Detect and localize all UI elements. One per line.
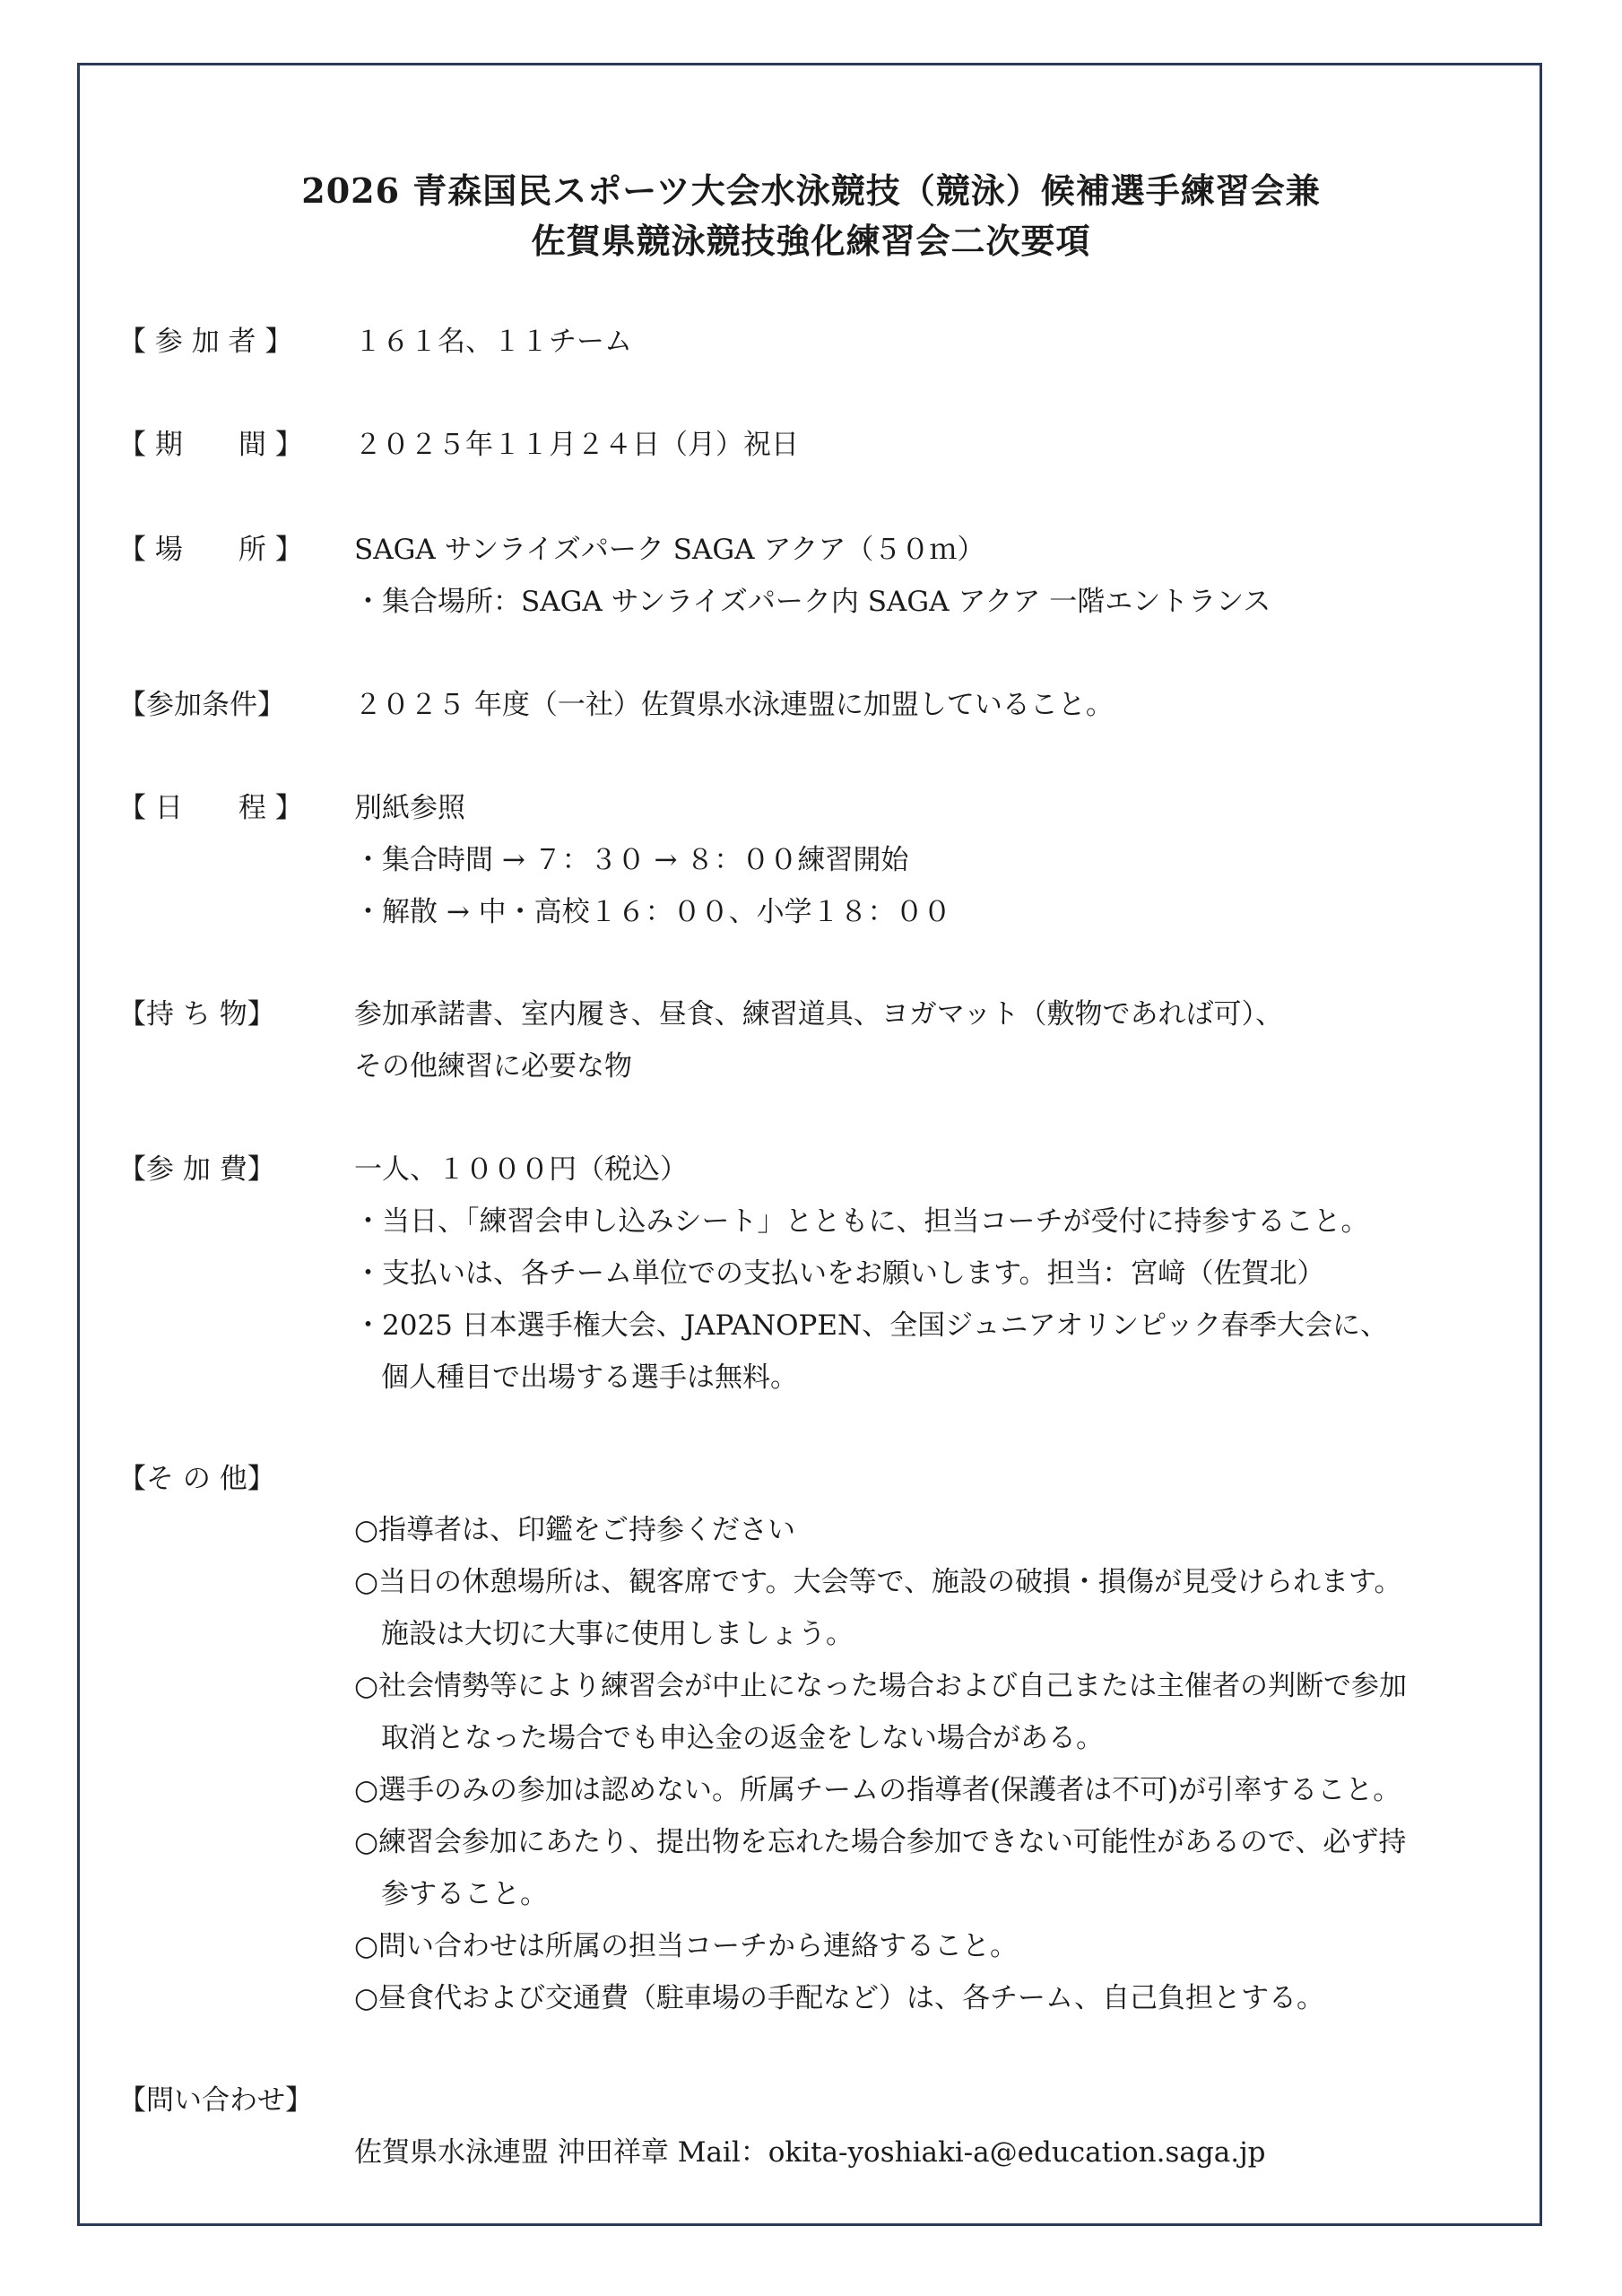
conditions-text: ２０２５ 年度（一社）佐賀県水泳連盟に加盟していること。 bbox=[354, 689, 1114, 721]
participants-text: １６１名、１１チーム bbox=[354, 326, 632, 358]
document-title-line1: 2026 青森国民スポーツ大会水泳競技（競泳）候補選手練習会兼 bbox=[301, 170, 1321, 211]
other-item: 取消となった場合でも申込金の返金をしない場合がある。 bbox=[381, 1722, 1104, 1754]
other-item: ○練習会参加にあたり、提出物を忘れた場合参加できない可能性があるので、必ず持 bbox=[354, 1826, 1407, 1858]
belongings-label: 【持 ち 物】 bbox=[118, 998, 275, 1031]
fee-line: ・支払いは、各チーム単位での支払いをお願いします。担当：宮﨑（佐賀北） bbox=[354, 1257, 1325, 1290]
schedule-label: 【 日 程 】 bbox=[118, 792, 303, 824]
other-item: 参すること。 bbox=[381, 1878, 548, 1910]
period-text: ２０２５年１１月２４日（月）祝日 bbox=[354, 429, 799, 461]
belongings-line: 参加承諾書、室内履き、昼食、練習道具、ヨガマット（敷物であれば可）、 bbox=[354, 998, 1284, 1031]
fee-label: 【参 加 費】 bbox=[118, 1153, 275, 1186]
document-title-line2: 佐賀県競泳競技強化練習会二次要項 bbox=[531, 221, 1091, 261]
contact-text: 佐賀県水泳連盟 沖田祥章 Mail：okita-yoshiaki-a@education.saga.jp bbox=[354, 2136, 1266, 2169]
conditions-label: 【参加条件】 bbox=[118, 689, 285, 721]
venue-meeting-place: ・集合場所：SAGA サンライズパーク内 SAGA アクア 一階エントランス bbox=[354, 586, 1271, 618]
other-item: ○指導者は、印鑑をご持参ください bbox=[354, 1514, 796, 1546]
participants-label: 【 参 加 者 】 bbox=[118, 326, 293, 358]
other-item: ○当日の休憩場所は、観客席です。大会等で、施設の破損・損傷が見受けられます。 bbox=[354, 1566, 1402, 1598]
schedule-line: ・解散 → 中・高校１６：００、小学１８：００ bbox=[354, 896, 951, 928]
other-item: ○選手のみの参加は認めない。所属チームの指導者(保護者は不可)が引率すること。 bbox=[354, 1774, 1401, 1806]
venue-line: SAGA サンライズパーク SAGA アクア（５０ｍ） bbox=[354, 534, 985, 566]
period-label: 【 期 間 】 bbox=[118, 429, 303, 461]
other-item: ○問い合わせは所属の担当コーチから連絡すること。 bbox=[354, 1930, 1019, 1962]
contact-label: 【問い合わせ】 bbox=[118, 2084, 313, 2117]
fee-line: 個人種目で出場する選手は無料。 bbox=[381, 1361, 798, 1394]
other-item: ○昼食代および交通費（駐車場の手配など）は、各チーム、自己負担とする。 bbox=[354, 1982, 1324, 2014]
venue-label: 【 場 所 】 bbox=[118, 534, 303, 566]
other-label: 【そ の 他】 bbox=[118, 1463, 275, 1495]
fee-line: ・当日、「練習会申し込みシート」とともに、担当コーチが受付に持参すること。 bbox=[354, 1205, 1369, 1238]
fee-line: ・2025 日本選手権大会、JAPANOPEN、全国ジュニアオリンピック春季大会に、 bbox=[354, 1309, 1388, 1342]
document-border bbox=[77, 63, 1542, 2226]
schedule-line: 別紙参照 bbox=[354, 792, 465, 824]
other-item: ○社会情勢等により練習会が中止になった場合および自己または主催者の判断で参加 bbox=[354, 1670, 1408, 1702]
schedule-line: ・集合時間 → ７：３０ → ８：００練習開始 bbox=[354, 844, 909, 876]
fee-line: 一人、１０００円（税込） bbox=[354, 1153, 688, 1186]
belongings-line: その他練習に必要な物 bbox=[354, 1050, 632, 1083]
other-item: 施設は大切に大事に使用しましょう。 bbox=[381, 1618, 854, 1650]
